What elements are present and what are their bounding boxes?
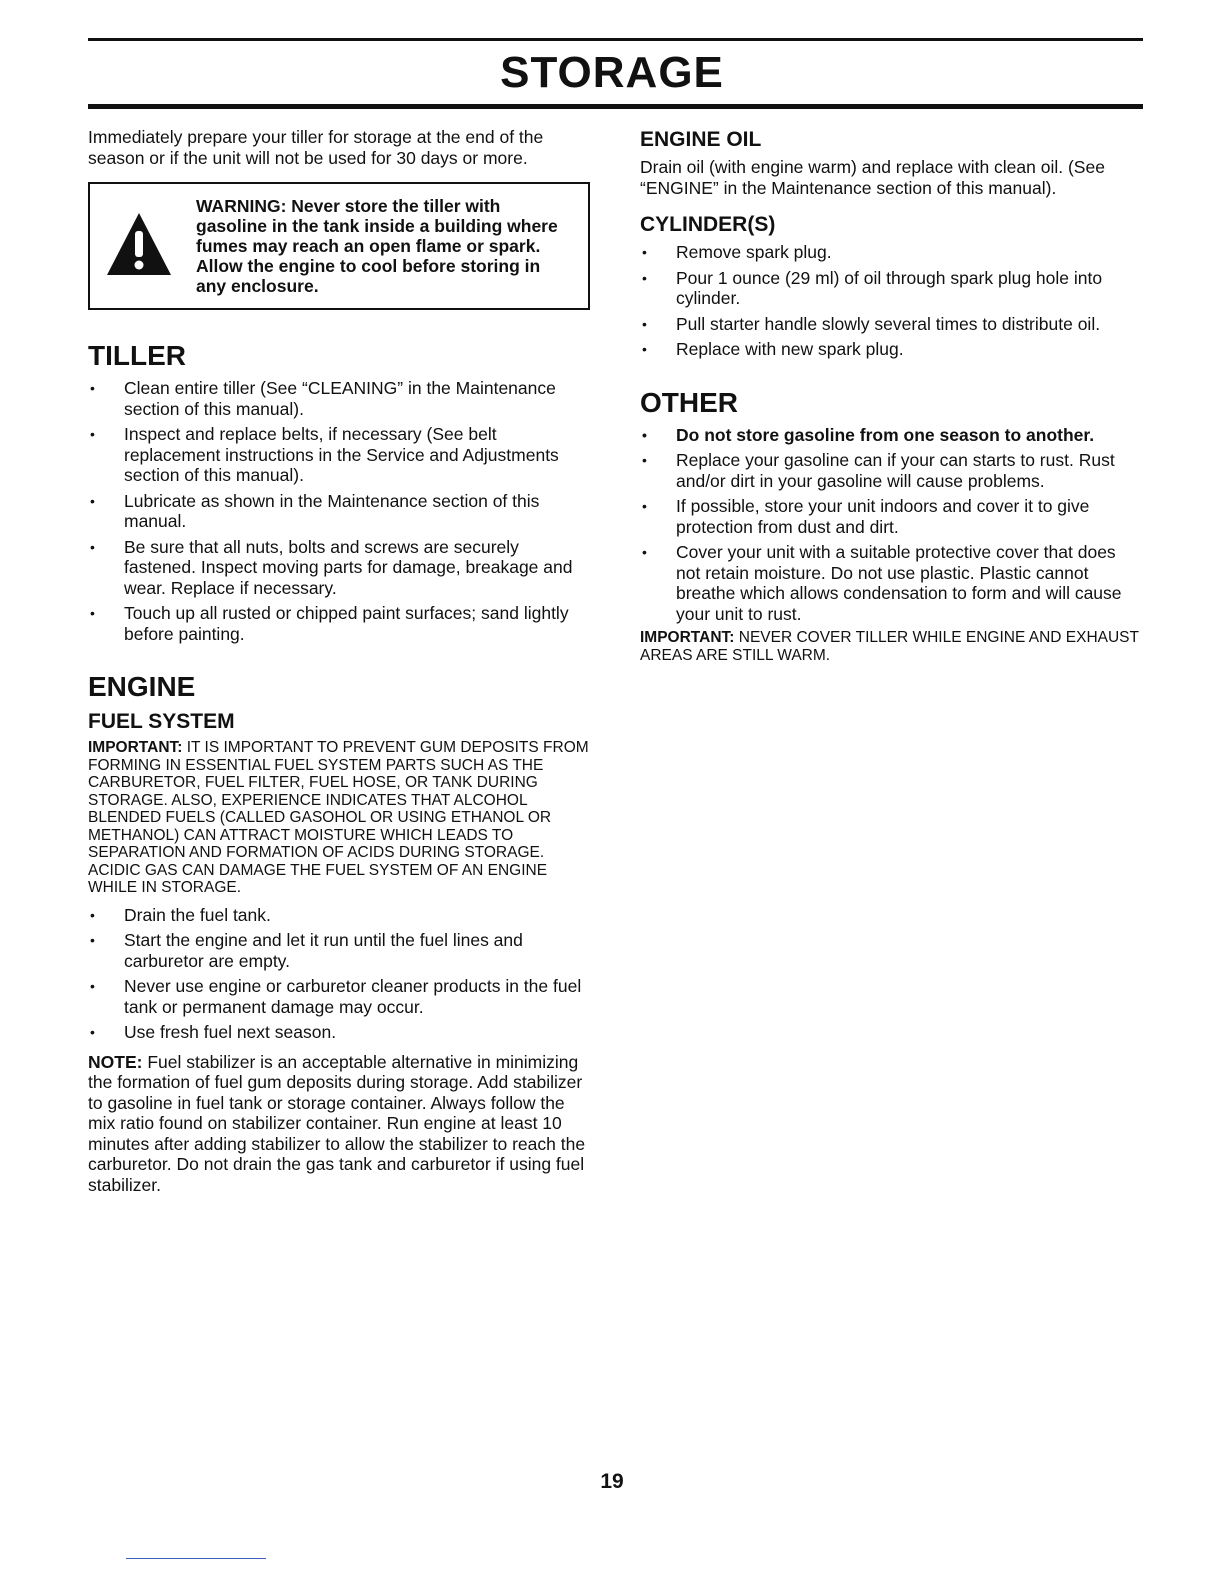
important-text: IT IS IMPORTANT TO PREVENT GUM DEPOSITS FROM FORMING IN ESSENTIAL FUEL SYSTEM PARTS SUCH AS THE CARBURETOR, FUEL FILTER, FUEL HOSE, OR TANK DURING STORAGE. ALSO, EXPERIENCE INDICATES THAT ALCOHOL BLENDED FUELS (CALLED GASOHOL OR USING ETHANOL OR METHANOL) CAN ATTRACT MOISTURE WHICH LEADS TO SEPARATION AND FORMATION OF ACIDS DURING STORAGE. ACIDIC GAS CAN DAMAGE THE FUEL SYSTEM OF AN ENGINE WHILE IN STORAGE.	[88, 739, 589, 896]
other-list	[640, 425, 1142, 625]
engine-heading: ENGINE	[88, 671, 196, 702]
list-item: • Replace with new spark plug.	[640, 339, 1142, 360]
list-item: • Remove spark plug.	[640, 242, 1142, 263]
list-item: • Use fresh fuel next season.	[88, 1022, 590, 1043]
left-column	[88, 127, 590, 1195]
list-item: • Pour 1 ounce (29 ml) of oil through spark plug hole into cylinder.	[640, 268, 1142, 309]
important-text: NEVER COVER TILLER WHILE ENGINE AND EXHAUST AREAS ARE STILL WARM.	[640, 629, 1139, 664]
list-item: • Start the engine and let it run until the fuel lines and carburetor are empty.	[88, 930, 590, 971]
page-number: 19	[600, 1470, 624, 1493]
warning-text: WARNING: Never store the tiller with gasoline in the tank inside a building where fumes may reach an open flame or spark. Allow the engine to cool before storing in any enclosure.	[196, 196, 558, 296]
tiller-list	[88, 378, 590, 644]
engine-oil-text: Drain oil (with engine warm) and replace with clean oil. (See “ENGINE” in the Maintenance section of this manual).	[640, 157, 1105, 198]
list-item: • Cover your unit with a suitable protective cover that does not retain moisture. Do not use plastic. Plastic cannot breathe which allows condensation to form and will cause your unit to rust.	[640, 542, 1142, 624]
engine-oil-heading: ENGINE OIL	[640, 128, 762, 151]
tiller-heading: TILLER	[88, 340, 186, 371]
header-bottom-rule	[88, 104, 1143, 109]
important-label: IMPORTANT:	[88, 739, 183, 756]
list-item: • Do not store gasoline from one season to another.	[640, 425, 1142, 446]
warning-icon	[104, 209, 196, 284]
fuel-system-heading: FUEL SYSTEM	[88, 710, 235, 733]
warning-box	[88, 182, 590, 310]
note-label: NOTE:	[88, 1051, 143, 1072]
fuel-list	[88, 905, 590, 1043]
note-text: Fuel stabilizer is an acceptable alternative in minimizing the formation of fuel gum deposits during storage. Add stabilizer to gasoline in fuel tank or storage container. Always follow the mix ratio found on stabilizer container. Run engine at least 10 minutes after adding stabilizer to allow the stabilizer to reach the carburetor. Do not drain the gas tank and carburetor if using fuel stabilizer.	[88, 1051, 586, 1195]
right-column	[640, 127, 1142, 664]
list-item: • Be sure that all nuts, bolts and screws are securely fastened. Inspect moving parts for damage, breakage and wear. Replace if necessary.	[88, 537, 590, 599]
list-item: • If possible, store your unit indoors and cover it to give protection from dust and dirt.	[640, 496, 1142, 537]
list-item: • Lubricate as shown in the Maintenance section of this manual.	[88, 491, 590, 532]
intro-paragraph: Immediately prepare your tiller for storage at the end of the season or if the unit will not be used for 30 days or more.	[88, 127, 544, 168]
page-title: STORAGE	[500, 48, 724, 97]
important-label: IMPORTANT:	[640, 629, 735, 646]
list-item: • Clean entire tiller (See “CLEANING” in the Maintenance section of this manual).	[88, 378, 590, 419]
fuel-important-paragraph	[88, 739, 590, 897]
cylinders-list	[640, 242, 1142, 360]
other-important-paragraph	[640, 629, 1142, 664]
cylinders-heading: CYLINDER(S)	[640, 213, 776, 236]
list-item: • Never use engine or carburetor cleaner products in the fuel tank or permanent damage may occur.	[88, 976, 590, 1017]
list-item: • Replace your gasoline can if your can starts to rust. Rust and/or dirt in your gasoline will cause problems.	[640, 450, 1142, 491]
list-item: • Drain the fuel tank.	[88, 905, 590, 926]
note-paragraph	[88, 1052, 590, 1196]
other-heading: OTHER	[640, 386, 738, 418]
list-item: • Inspect and replace belts, if necessary (See belt replacement instructions in the Service and Adjustments section of this manual).	[88, 424, 590, 486]
header-top-rule	[88, 38, 1143, 41]
list-item: • Touch up all rusted or chipped paint surfaces; sand lightly before painting.	[88, 603, 590, 644]
list-item: • Pull starter handle slowly several times to distribute oil.	[640, 314, 1142, 335]
footer-line	[126, 1558, 266, 1559]
